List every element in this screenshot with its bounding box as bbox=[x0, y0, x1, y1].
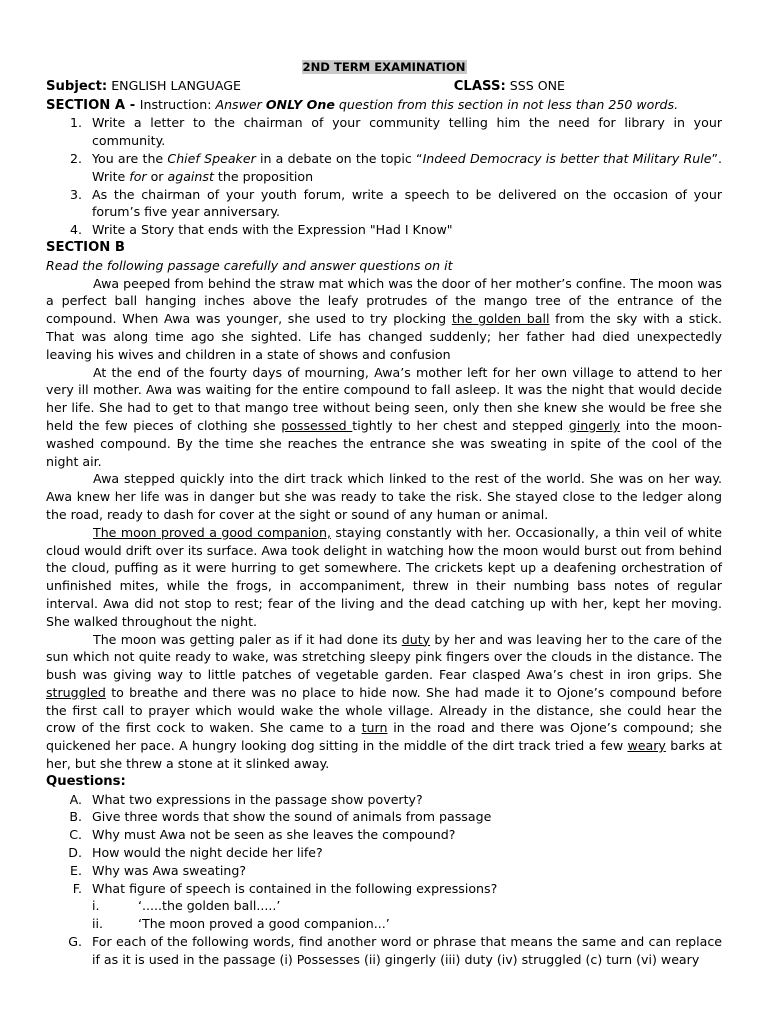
instruction-label: Instruction: bbox=[139, 96, 216, 112]
sub-item: ii. ‘The moon proved a good companion...’ bbox=[92, 916, 390, 932]
subject-line bbox=[46, 77, 241, 96]
comprehension-questions bbox=[46, 791, 722, 969]
list-item bbox=[46, 114, 722, 150]
question-text: You are the Chief Speaker in a debate on the topic “Indeed Democracy is better that Military Rule”. Write for or against the proposition bbox=[92, 150, 723, 184]
subject-class-row bbox=[46, 77, 722, 96]
passage-paragraph-5: The moon was getting paler as if it had done its duty by her and was leaving her to the care of the sun which not quite ready to wake, was stretching sleepy pink fingers over the clouds in the distance. The bush was giving way to little patches of vegetable garden. Fear clasped Awa’s chest in iron grips. She struggled to breathe and there was no place to hide now. She had made it to Ojone’s compound before the first call to prayer which would wake the whole village. Already in the distance, she could hear the crow of the first cock to waken. She came to a turn in the road and there was Ojone’s compound; she quickened her pace. A hungry looking dog sitting in the middle of the dirt track tried a few weary barks at her, but she threw a stone at it slinked away. bbox=[46, 631, 722, 772]
instruction-emphasis: ONLY One bbox=[265, 96, 335, 112]
page-title: 2ND TERM EXAMINATION bbox=[302, 60, 466, 74]
list-item: A. What two expressions in the passage show poverty? bbox=[69, 791, 423, 807]
question-number: 2. bbox=[69, 150, 82, 166]
exam-page bbox=[46, 58, 722, 969]
question-text: Write a letter to the chairman of your community telling him the need for library in your community. bbox=[92, 115, 722, 149]
instruction-text-end: question from this section in not less than 250 words. bbox=[334, 96, 679, 112]
list-item: E. Why was Awa sweating? bbox=[70, 862, 247, 878]
question-number: 3. bbox=[69, 186, 82, 202]
question-number: 4. bbox=[69, 222, 82, 238]
list-item bbox=[46, 221, 722, 239]
section-a-questions bbox=[46, 114, 722, 239]
section-b-instruction: Read the following passage carefully and answer questions on it bbox=[46, 257, 453, 273]
class-label: CLASS: bbox=[453, 78, 506, 94]
subject-value: ENGLISH LANGUAGE bbox=[107, 77, 241, 93]
list-item bbox=[46, 186, 722, 222]
passage-paragraph-4: The moon proved a good companion, staying constantly with her. Occasionally, a thin veil of white cloud would drift over its surface. Awa took delight in watching how the moon would burst out from behind the cloud, puffing as it were hurring to get somewhere. The crickets kept up a deafening orchestration of unfinished mites, while the frogs, in accompaniment, threw in their numbing bass notes of regular interval. Awa did not stop to rest; fear of the living and the dead catching up with her, kept her moving. She walked throughout the night. bbox=[46, 524, 722, 629]
passage-paragraph-3: Awa stepped quickly into the dirt track which linked to the rest of the world. She was on her way. Awa knew her life was in danger but she was ready to take the risk. She stayed close to the ledger along the road, ready to dash for cover at the sight or sound of any human or animal. bbox=[46, 471, 722, 522]
passage-paragraph-2: At the end of the fourty days of mourning, Awa’s mother left for her own village to attend to her very ill mother. Awa was waiting for the entire compound to fall asleep. It was the night that would decide her life. She had to get to that mango tree without being seen, only then she knew she would be free she held the few pieces of clothing she possessed tightly to her chest and stepped gingerly into the moon-washed compound. By the time she reaches the entrance she was sweating in spite of the cool of the night air. bbox=[46, 364, 722, 469]
title-row bbox=[46, 58, 722, 77]
section-b-heading: SECTION B bbox=[46, 239, 125, 255]
section-a-label: SECTION A - bbox=[46, 97, 140, 113]
subject-label: Subject: bbox=[46, 78, 108, 94]
list-item: D. How would the night decide her life? bbox=[68, 845, 323, 861]
class-line bbox=[454, 77, 565, 96]
question-text: Write a Story that ends with the Expression "Had I Know" bbox=[92, 222, 453, 238]
list-item: B. Give three words that show the sound of animals from passage bbox=[69, 809, 492, 825]
list-item: C. Why must Awa not be seen as she leaves the compound? bbox=[69, 827, 456, 843]
passage-paragraph-1: Awa peeped from behind the straw mat which was the door of her mother’s confine. The moon was a perfect ball hanging inches above the leafy protrudes of the mango tree of the entrance of the compound. When Awa was younger, she used to try plocking the golden ball from the sky with a stick. That was along time ago she sighted. Life has changed suddenly; her father had died unexpectedly leaving his wives and children in a state of shows and confusion bbox=[46, 275, 722, 362]
sub-item: i. ‘.....the golden ball.....’ bbox=[92, 898, 281, 914]
question-text: As the chairman of your youth forum, write a speech to be delivered on the occasion of your forum’s five year anniversary. bbox=[92, 186, 722, 220]
questions-heading: Questions: bbox=[46, 773, 126, 789]
class-value: SSS ONE bbox=[505, 77, 565, 93]
list-item: G. For each of the following words, find another word or phrase that means the same and can replace if as it is used in the passage (i) Possesses (ii) gingerly (iii) duty (iv) struggled (c) turn (vi) weary bbox=[68, 934, 722, 967]
list-item: F. What figure of speech is contained in the following expressions? bbox=[72, 880, 498, 896]
section-a-heading bbox=[46, 96, 722, 115]
instruction-text: Answer bbox=[215, 96, 266, 112]
list-item bbox=[46, 150, 722, 186]
question-number: 1. bbox=[69, 115, 82, 131]
